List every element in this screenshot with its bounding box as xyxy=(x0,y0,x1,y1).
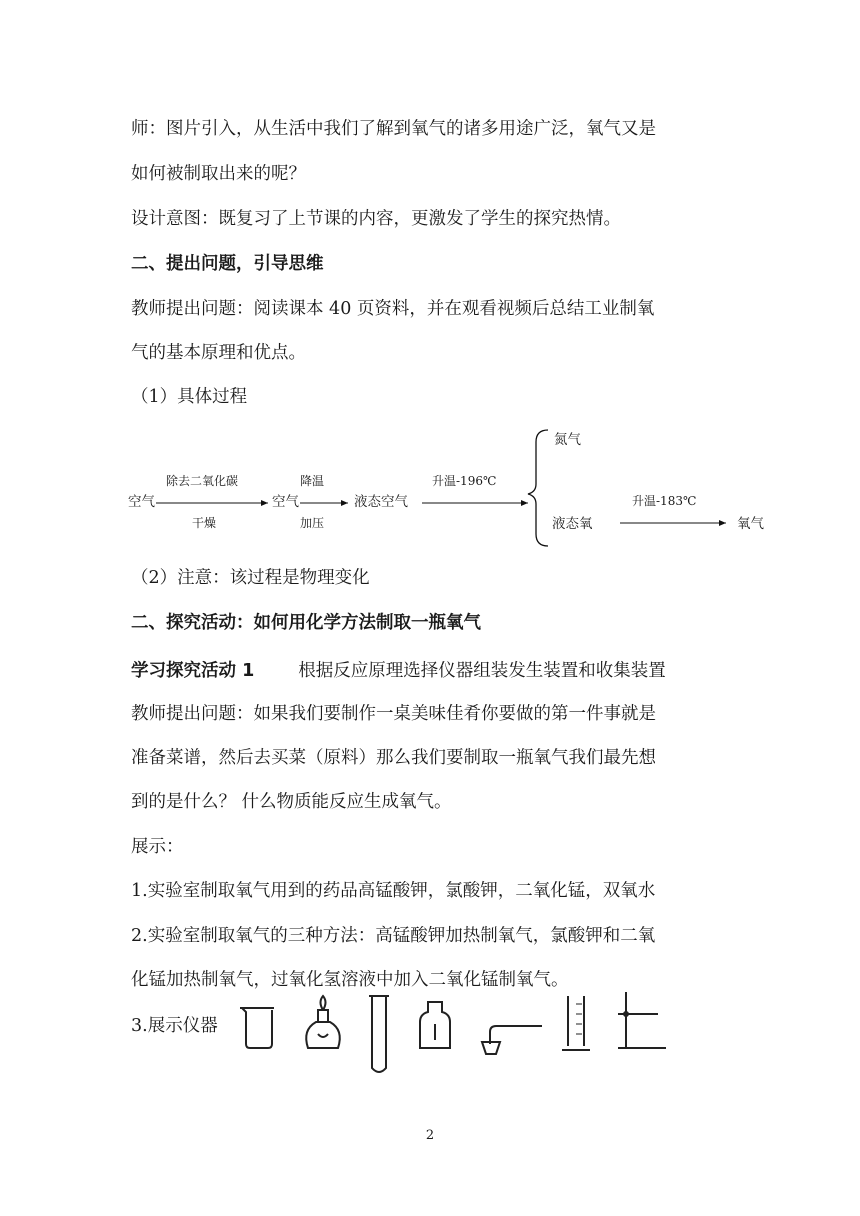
flow-step-label: 除去二氧化碳 xyxy=(166,474,239,488)
activity-description: 根据反应原理选择仪器组装发生装置和收集装置 xyxy=(298,661,666,681)
activity-title: 学习探究活动 1 xyxy=(131,661,255,681)
lab-instruments-row xyxy=(238,990,678,1080)
paragraph-line: 1.实验室制取氧气用到的药品高锰酸钾，氯酸钾，二氧化锰，双氧水 xyxy=(131,881,656,901)
paragraph-line: 教师提出问题：如果我们要制作一桌美味佳肴你要做的第一件事就是 xyxy=(131,704,656,724)
flow-step-label: 干燥 xyxy=(192,516,217,530)
flow-step-label: 加压 xyxy=(300,516,325,530)
beaker-icon xyxy=(240,1008,274,1048)
alcohol-lamp-icon xyxy=(306,996,340,1048)
flow-node-liquid-air: 液态空气 xyxy=(354,494,408,510)
paragraph-line: 3.展示仪器 xyxy=(131,1016,218,1036)
section-heading: 二、提出问题，引导思维 xyxy=(131,254,324,274)
flow-node-oxygen: 氧气 xyxy=(737,516,764,532)
bent-tube-stopper-icon xyxy=(482,1026,542,1054)
activity-heading-line xyxy=(131,659,666,683)
paragraph-line: （1）具体过程 xyxy=(131,387,248,407)
flow-step-label: 升温-196℃ xyxy=(432,474,497,488)
oxygen-production-flow-diagram xyxy=(120,420,780,560)
flow-node-air: 空气 xyxy=(272,494,299,510)
flow-step-label: 升温-183℃ xyxy=(632,494,697,508)
gas-bottle-icon xyxy=(420,1002,450,1048)
section-heading: 二、探究活动：如何用化学方法制取一瓶氧气 xyxy=(131,613,481,633)
paragraph-line: 气的基本原理和优点。 xyxy=(131,343,306,363)
paragraph-line: 化锰加热制氧气，过氧化氢溶液中加入二氧化锰制氧气。 xyxy=(131,970,569,990)
paragraph-line: 如何被制取出来的呢？ xyxy=(131,164,306,184)
paragraph-line: （2）注意：该过程是物理变化 xyxy=(131,568,370,588)
iron-stand-icon xyxy=(618,992,666,1048)
flow-arrows xyxy=(120,420,780,560)
paragraph-line: 2.实验室制取氧气的三种方法：高锰酸钾加热制氧气，氯酸钾和二氧 xyxy=(131,926,656,946)
paragraph-line: 师：图片引入，从生活中我们了解到氧气的诸多用途广泛，氧气又是 xyxy=(131,119,656,139)
paragraph-line: 设计意图：既复习了上节课的内容，更激发了学生的探究热情。 xyxy=(131,209,621,229)
flow-node-liquid-oxygen: 液态氧 xyxy=(552,516,593,532)
flow-node-nitrogen: 氮气 xyxy=(554,432,581,448)
flow-node-air: 空气 xyxy=(128,494,155,510)
test-tube-icon xyxy=(369,996,389,1072)
branch-brace xyxy=(528,430,548,546)
graduated-cylinder-icon xyxy=(562,996,590,1050)
paragraph-line: 教师提出问题：阅读课本 40 页资料，并在观看视频后总结工业制氧 xyxy=(131,299,655,319)
paragraph-line: 准备菜谱，然后去买菜（原料）那么我们要制取一瓶氧气我们最先想 xyxy=(131,748,656,768)
page-number: 2 xyxy=(425,1128,435,1143)
flow-step-label: 降温 xyxy=(300,474,325,488)
paragraph-line: 到的是什么？ 什么物质能反应生成氧气。 xyxy=(131,792,452,812)
paragraph-line: 展示： xyxy=(131,837,184,857)
